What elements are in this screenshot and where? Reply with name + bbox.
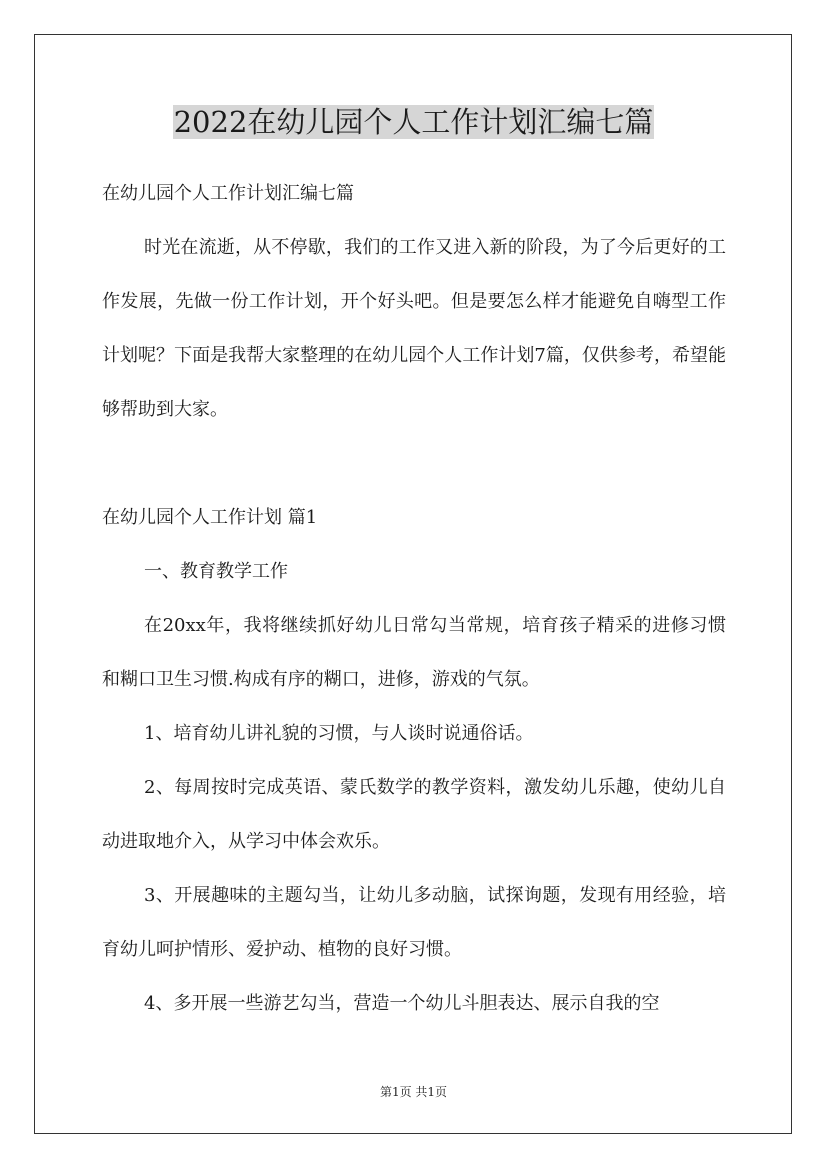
intro-paragraph: 时光在流逝，从不停歇，我们的工作又进入新的阶段，为了今后更好的工作发展，先做一份工作计划，开个好头吧。但是要怎么样才能避免自嗨型工作计划呢？下面是我帮大家整理的在幼儿园个人工作计划7篇，仅供参考，希望能够帮助到大家。 — [102, 237, 726, 420]
section-heading: 在幼儿园个人工作计划 篇1 — [102, 507, 318, 528]
item-heading: 一、教育教学工作 — [144, 561, 288, 582]
body-paragraph: 在20xx年，我将继续抓好幼儿日常勾当常规，培育孩子精采的进修习惯和糊口卫生习惯.构成有序的糊口，进修，游戏的气氛。 — [102, 615, 726, 690]
document-title — [0, 102, 827, 142]
list-item: 3、开展趣味的主题勾当，让幼儿多动脑，试探询题，发现有用经验，培育幼儿呵护情形、爱护动、植物的良好习惯。 — [102, 885, 726, 960]
page-footer: 第1页 共1页 — [379, 1085, 448, 1099]
subtitle: 在幼儿园个人工作计划汇编七篇 — [102, 183, 354, 204]
list-item: 4、多开展一些游艺勾当，营造一个幼儿斗胆表达、展示自我的空 — [144, 993, 660, 1014]
document-title-text: 2022在幼儿园个人工作计划汇编七篇 — [173, 105, 654, 139]
list-item: 2、每周按时完成英语、蒙氏数学的教学资料，激发幼儿乐趣，使幼儿自动进取地介入，从学习中体会欢乐。 — [102, 777, 726, 852]
list-item: 1、培育幼儿讲礼貌的习惯，与人谈时说通俗话。 — [144, 723, 534, 744]
